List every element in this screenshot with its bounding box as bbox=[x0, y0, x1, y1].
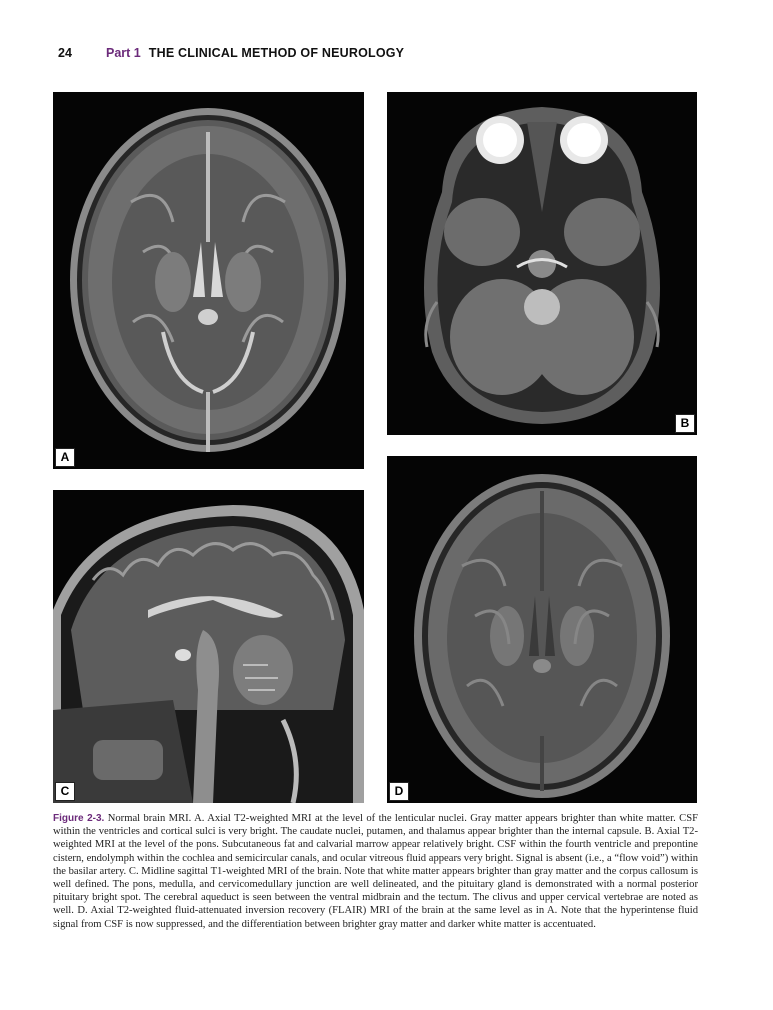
panel-label-b: B bbox=[675, 414, 695, 433]
part-title: THE CLINICAL METHOD OF NEUROLOGY bbox=[148, 46, 405, 60]
panel-label-c: C bbox=[55, 782, 75, 801]
part-label: Part 1 bbox=[106, 46, 141, 60]
running-header bbox=[58, 46, 404, 66]
axial-t2-pons-image bbox=[387, 92, 697, 435]
caption-text: Normal brain MRI. A. Axial T2-weighted MRI at the level of the lenticular nuclei. Gray matter appears brighter than white matter. CSF within the ventricles and cortical sulci is very bright. The caudate nuclei, putamen, and thalamus appear brighter than the internal capsule. B. Axial T2-weighted MRI at the level of the pons. Subcutaneous fat and calvarial marrow appear relatively bright. CSF within the fourth ventricle and prepontine cistern, endolymph within the cochlea and semicircular canals, and ocular vitreous fluid appears very bright. Signal is absent (i.e., a “flow void”) within the basilar artery. C. Midline sagittal T1-weighted MRI of the brain. Note that white matter appears brighter than gray matter and the corpus callosum is well defined. The pons, medulla, and cervicomedullary junction are well delineated, and the pituitary gland is demonstrated with a normal posterior pituitary bright spot. The cerebral aqueduct is seen between the ventral midbrain and the tectum. The clivus and upper cervical vertebrae are noted as well. D. Axial T2-weighted fluid-attenuated inversion recovery (FLAIR) MRI of the brain at the same level as in A. Note that the hyperintense fluid signal from CSF is now suppressed, and the differentiation between brighter gray matter and darker white matter is accentuated. bbox=[53, 813, 698, 930]
sagittal-t1-image bbox=[53, 490, 364, 803]
mri-panel-c bbox=[53, 490, 364, 803]
figure-label: Figure 2-3. bbox=[53, 813, 105, 824]
axial-t2-lenticular-image bbox=[53, 92, 364, 469]
axial-flair-image bbox=[387, 456, 697, 803]
mri-panel-d bbox=[387, 456, 697, 803]
mri-panel-b bbox=[387, 92, 697, 435]
mri-panel-a bbox=[53, 92, 364, 469]
figure-caption bbox=[53, 812, 698, 931]
page-number: 24 bbox=[58, 46, 72, 60]
panel-label-d: D bbox=[389, 782, 409, 801]
panel-label-a: A bbox=[55, 448, 75, 467]
